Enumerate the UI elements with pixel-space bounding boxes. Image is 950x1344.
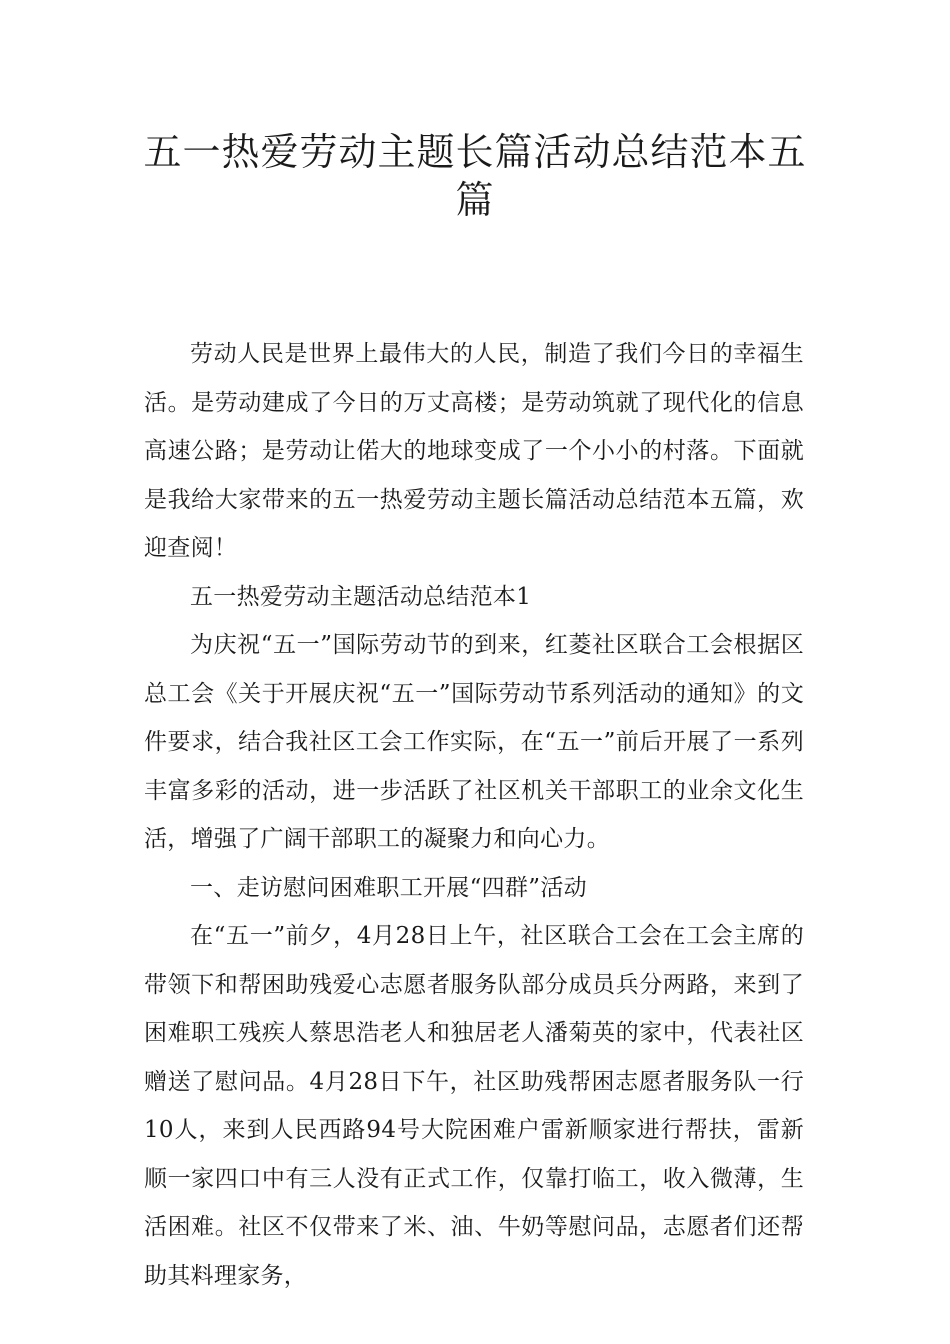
body-paragraph: 在“五一”前夕，4月28日上午，社区联合工会在工会主席的带领下和帮困助残爱心志愿者服务队部分成员兵分两路，来到了困难职工残疾人蔡思浩老人和独居老人潘菊英的家中，代表社区赠送了慰问品。4月28日下午，社区助残帮困志愿者服务队一行10人，来到人民西路94号大院困难户雷新顺家进行帮扶，雷新顺一家四口中有三人没有正式工作，仅靠打临工，收入微薄，生活困难。社区不仅带来了米、油、牛奶等慰问品，志愿者们还帮助其料理家务，	[144, 923, 804, 1289]
intro-paragraph: 劳动人民是世界上最伟大的人民，制造了我们今日的幸福生活。是劳动建成了今日的万丈高楼；是劳动筑就了现代化的信息高速公路；是劳动让偌大的地球变成了一个小小的村落。下面就是我给大家带来的五一热爱劳动主题长篇活动总结范本五篇，欢迎查阅！	[144, 341, 804, 561]
subsection-heading: 一、走访慰问困难职工开展“四群”活动	[190, 874, 587, 901]
section-heading: 五一热爱劳动主题活动总结范本1	[190, 583, 532, 610]
title-line-2: 篇	[455, 178, 495, 222]
title-line-1: 五一热爱劳动主题长篇活动总结范本五	[143, 130, 807, 174]
document-body	[144, 330, 804, 1300]
document-title	[120, 128, 830, 224]
body-paragraph: 为庆祝“五一”国际劳动节的到来，红菱社区联合工会根据区总工会《关于开展庆祝“五一”国际劳动节系列活动的通知》的文件要求，结合我社区工会工作实际，在“五一”前后开展了一系列丰富多彩的活动，进一步活跃了社区机关干部职工的业余文化生活，增强了广阔干部职工的凝聚力和向心力。	[144, 632, 804, 852]
